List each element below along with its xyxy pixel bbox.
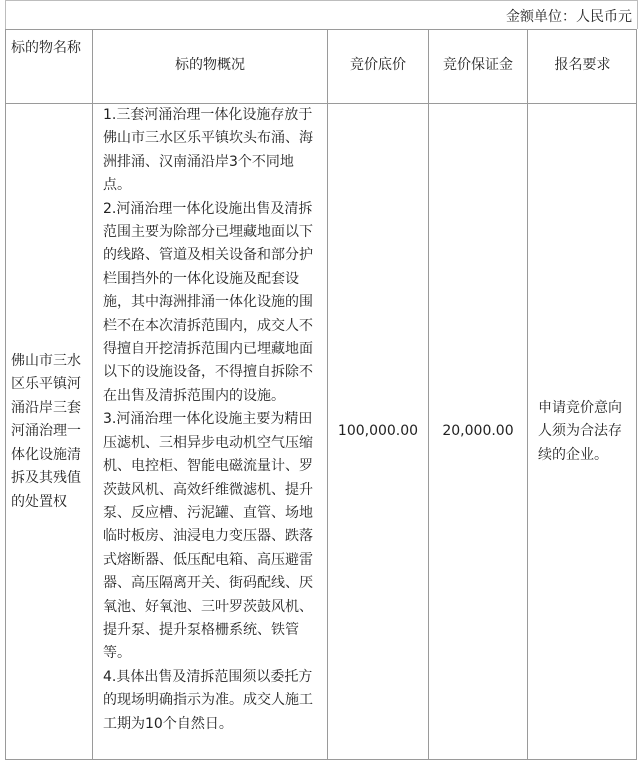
header-overview: 标的物概况 <box>175 57 245 74</box>
overview-paragraph: 4.具体出售及清拆范围须以委托方的现场明确指示为准。成交人施工工期为10个自然日。 <box>103 668 313 732</box>
item-base-price: 100,000.00 <box>337 423 419 440</box>
overview-paragraph: 2.河涌治理一体化设施出售及清拆范围主要为除部分已埋藏地面以下的线路、管道及相关设备和部分护栏围挡外的一体化设施及配套设施，其中海洲排涌一体化设施的围栏不在本次清拆范围内，成交人不得擅自开挖清拆范围内已埋藏地面以下的设施设备，不得擅自拆除不在出售及清拆范围内的设施。 <box>103 200 313 404</box>
overview-paragraph: 1.三套河涌治理一体化设施存放于佛山市三水区乐平镇坎头布涌、海洲排涌、汉南涌沿岸3个不同地点。 <box>103 107 313 194</box>
item-requirement-cell <box>528 104 637 760</box>
header-name: 标的物名称 <box>11 40 81 56</box>
item-name-cell <box>5 104 92 760</box>
header-left-border <box>5 0 6 29</box>
header-right-border <box>637 0 638 29</box>
currency-unit-note: 金额单位：人民币元 <box>506 9 632 25</box>
item-overview-cell <box>93 104 327 760</box>
header-deposit: 竞价保证金 <box>443 57 513 74</box>
item-deposit: 20,000.00 <box>442 423 514 440</box>
header-top-border <box>5 0 638 1</box>
item-requirement: 申请竞价意向人须为合法存续的企业。 <box>538 399 622 463</box>
header-base-price: 竞价底价 <box>350 57 406 74</box>
item-name: 佛山市三水区乐平镇河涌沿岸三套河涌治理一体化设施清拆及其残值的处置权 <box>11 353 81 510</box>
overview-paragraph: 3.河涌治理一体化设施主要为精田压滤机、三相异步电动机空气压缩机、电控柜、智能电磁流量计、罗茨鼓风机、高效纤维微滤机、提升泵、反应槽、污泥罐、直管、场地临时板房、油浸电力变压器、跌落式熔断器、低压配电箱、高压避雷器、高压隔离开关、街码配线、厌氧池、好氧池、三叶罗茨鼓风机、提升泵、提升泵格栅系统、铁管等。 <box>103 411 313 662</box>
header-requirement: 报名要求 <box>554 57 611 74</box>
auction-table <box>5 29 637 760</box>
